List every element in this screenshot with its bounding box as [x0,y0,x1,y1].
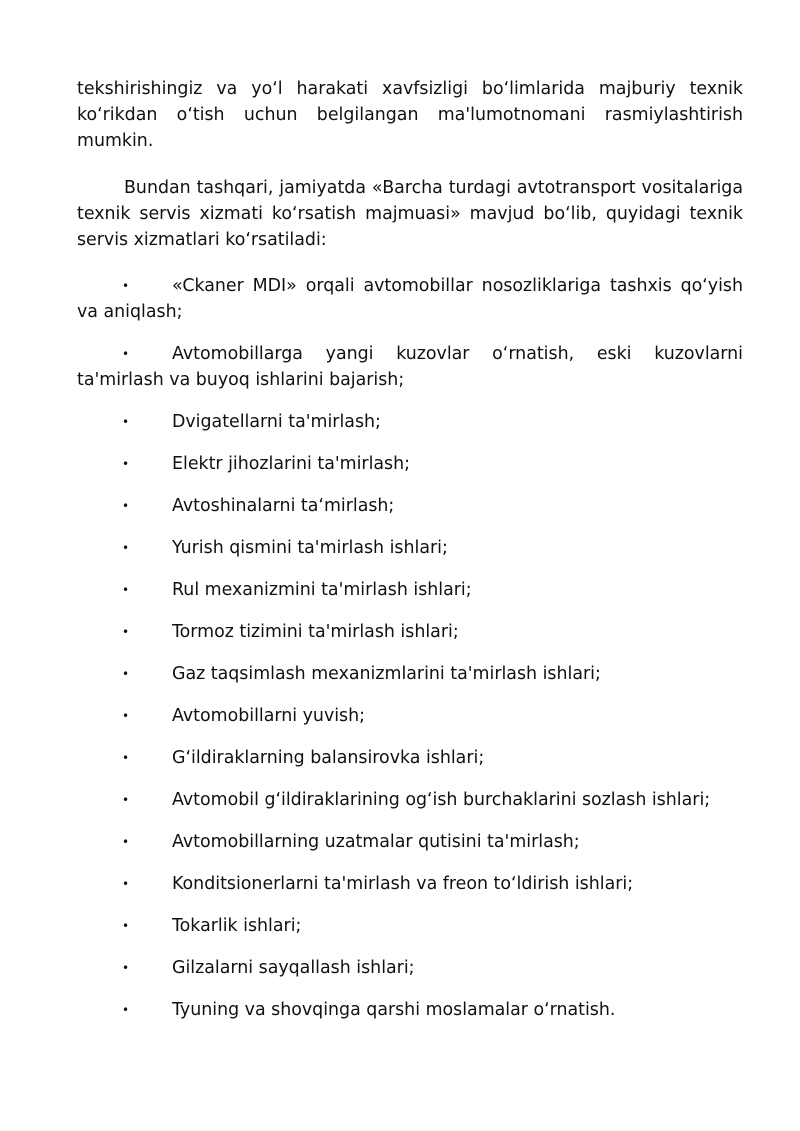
bullet-icon: • [122,583,130,597]
list-item [77,577,743,603]
list-item-text: Avtomobillarga yangi kuzovlar o‘rnatish, eski kuzovlarni ta'mirlash va buyoq ishlarini bajarish; [77,344,743,390]
list-item-text: Elektr jihozlarini ta'mirlash; [172,454,411,474]
list-item-text: Tormoz tizimini ta'mirlash ishlari; [172,622,459,642]
services-list [77,273,743,1039]
list-item [77,955,743,981]
list-item [77,493,743,519]
list-item [77,535,743,561]
bullet-icon: • [122,1003,130,1017]
list-item [77,661,743,687]
list-item-text: «Ckaner MDI» orqali avtomobillar nosozliklariga tashxis qo‘yish va aniqlash; [77,276,743,322]
bullet-icon: • [122,877,130,891]
list-item-text: Yurish qismini ta'mirlash ishlari; [172,538,448,558]
list-item [77,451,743,477]
list-item [77,787,743,813]
list-item [77,871,743,897]
bullet-icon: • [122,835,130,849]
bullet-icon: • [122,279,130,293]
list-item-text: Avtoshinalarni ta‘mirlash; [172,496,395,516]
list-item-text: Gaz taqsimlash mexanizmlarini ta'mirlash ishlari; [172,664,601,684]
bullet-icon: • [122,919,130,933]
bullet-icon: • [122,347,130,361]
bullet-icon: • [122,751,130,765]
bullet-icon: • [122,793,130,807]
bullet-icon: • [122,457,130,471]
list-item [77,913,743,939]
paragraph-services-intro: Bundan tashqari, jamiyatda «Barcha turdagi avtotransport vositalariga texnik servis xizmati ko‘rsatish majmuasi» mavjud bo‘lib, quyidagi texnik servis xizmatlari ko‘rsatiladi: [77,178,743,250]
list-item-text: G‘ildiraklarning balansirovka ishlari; [172,748,485,768]
bullet-icon: • [122,961,130,975]
list-item-text: Tokarlik ishlari; [172,916,302,936]
list-item-text: Avtomobil g‘ildiraklarining og‘ish burchaklarini sozlash ishlari; [172,790,711,810]
list-item [77,703,743,729]
list-item [77,829,743,855]
list-item-text: Rul mexanizmini ta'mirlash ishlari; [172,580,472,600]
list-item [77,341,743,393]
list-item-text: Gilzalarni sayqallash ishlari; [172,958,415,978]
bullet-icon: • [122,541,130,555]
list-item-text: Dvigatellarni ta'mirlash; [172,412,381,432]
bullet-icon: • [122,625,130,639]
list-item-text: Konditsionerlarni ta'mirlash va freon to‘ldirish ishlari; [172,874,634,894]
list-item [77,997,743,1023]
bullet-icon: • [122,709,130,723]
list-item [77,273,743,325]
bullet-icon: • [122,667,130,681]
list-item [77,745,743,771]
bullet-icon: • [122,415,130,429]
list-item [77,619,743,645]
list-item-text: Tyuning va shovqinga qarshi moslamalar o‘rnatish. [172,1000,616,1020]
bullet-icon: • [122,499,130,513]
list-item-text: Avtomobillarning uzatmalar qutisini ta'mirlash; [172,832,580,852]
paragraph-intro: tekshirishingiz va yo‘l harakati xavfsizligi bo‘limlarida majburiy texnik ko‘rikdan o‘tish uchun belgilangan ma'lumotnomani rasmiylashtirish mumkin. [77,79,743,151]
list-item-text: Avtomobillarni yuvish; [172,706,366,726]
list-item [77,409,743,435]
